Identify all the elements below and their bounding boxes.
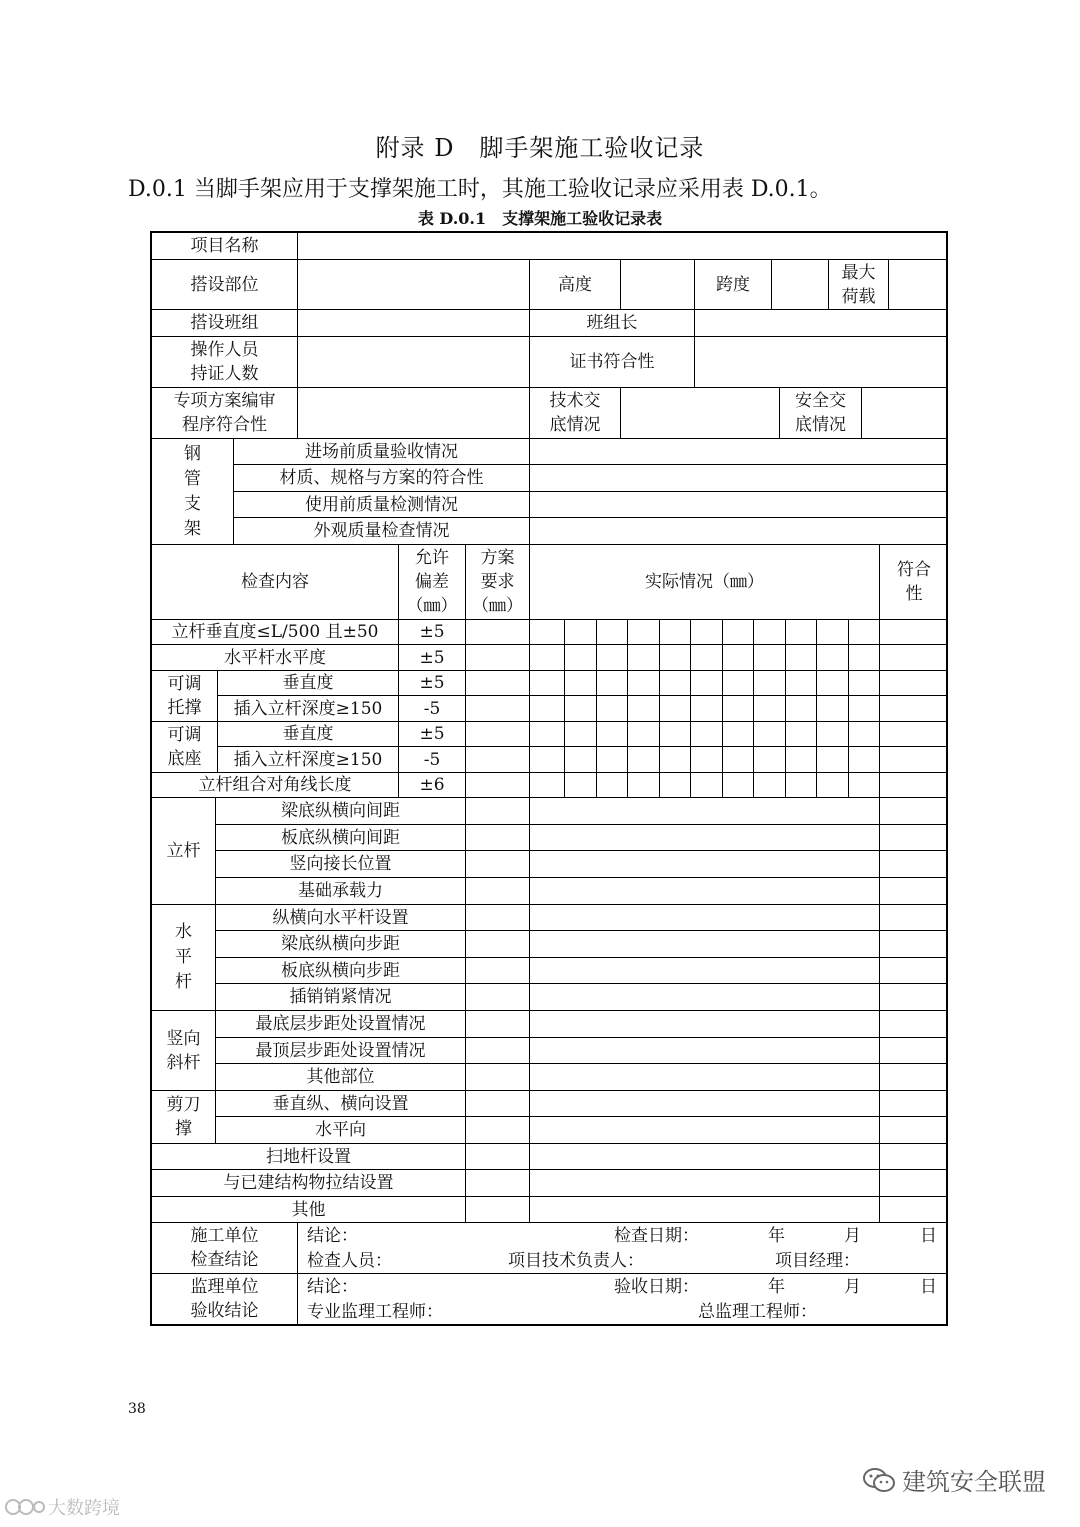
steel-pipe-item: 材质、规格与方案的符合性 bbox=[234, 465, 530, 492]
actual-value-cell[interactable] bbox=[786, 747, 817, 773]
construction-month: 月 bbox=[844, 1226, 861, 1246]
horizontal-bar-item: 插销销紧情况 bbox=[216, 984, 466, 1011]
diagonal-length-label: 立杆组合对角线长度 bbox=[152, 773, 399, 798]
scissor-brace-item: 水平向 bbox=[216, 1117, 466, 1144]
actual-value-cell[interactable] bbox=[628, 722, 660, 747]
actual-value-cell[interactable] bbox=[754, 696, 786, 722]
watermark-wechat bbox=[862, 1462, 1046, 1497]
supervision-day: 日 bbox=[920, 1277, 937, 1297]
conformity-cell[interactable] bbox=[880, 958, 948, 984]
project-name-value[interactable] bbox=[298, 233, 948, 260]
actual-value-cell[interactable] bbox=[565, 671, 597, 696]
plan-requirement-cell[interactable] bbox=[466, 1197, 530, 1223]
actual-value-cell[interactable] bbox=[628, 747, 660, 773]
actual-value-cell[interactable] bbox=[786, 722, 817, 747]
plan-requirement-cell[interactable] bbox=[466, 1011, 530, 1038]
diagonal-brace-group-label: 竖向 斜杆 bbox=[152, 1011, 216, 1091]
page-number: 38 bbox=[128, 1401, 146, 1417]
actual-value-cell[interactable] bbox=[786, 773, 817, 798]
pole-group-label: 立杆 bbox=[152, 798, 216, 905]
actual-condition-header: 实际情况（㎜） bbox=[530, 545, 880, 620]
actual-value-cell[interactable] bbox=[597, 620, 628, 645]
plan-requirement-header: 方案 要求 （㎜） bbox=[466, 545, 530, 620]
plan-requirement-cell[interactable] bbox=[466, 645, 530, 671]
actual-value-cell[interactable] bbox=[660, 747, 691, 773]
horizontal-bar-group-text: 水平杆 bbox=[175, 922, 192, 992]
actual-value-cell[interactable] bbox=[754, 773, 786, 798]
actual-condition-cell[interactable] bbox=[530, 1011, 880, 1038]
actual-value-cell[interactable] bbox=[849, 645, 880, 671]
actual-value-cell[interactable] bbox=[754, 747, 786, 773]
tolerance-value: ±6 bbox=[399, 773, 466, 798]
conformity-cell[interactable] bbox=[880, 798, 948, 825]
max-load-value[interactable] bbox=[889, 260, 948, 310]
project-name-label: 项目名称 bbox=[152, 233, 298, 260]
actual-condition-cell[interactable] bbox=[530, 825, 880, 851]
actual-condition-cell[interactable] bbox=[530, 931, 880, 958]
conformity-cell[interactable] bbox=[880, 671, 948, 696]
actual-value-cell[interactable] bbox=[530, 671, 565, 696]
supervision-month: 月 bbox=[844, 1277, 861, 1297]
horizontal-bar-item: 纵横向水平杆设置 bbox=[216, 905, 466, 931]
actual-value-cell[interactable] bbox=[723, 773, 754, 798]
actual-value-cell[interactable] bbox=[723, 696, 754, 722]
conformity-cell[interactable] bbox=[880, 1038, 948, 1064]
actual-value-cell[interactable] bbox=[530, 722, 565, 747]
steel-pipe-item-value[interactable] bbox=[530, 439, 948, 465]
certificate-value[interactable] bbox=[695, 337, 948, 388]
actual-value-cell[interactable] bbox=[691, 671, 723, 696]
actual-value-cell[interactable] bbox=[849, 747, 880, 773]
scissor-brace-group-label: 剪刀 撑 bbox=[152, 1091, 216, 1144]
tech-briefing-value[interactable] bbox=[621, 388, 780, 439]
conformity-cell[interactable] bbox=[880, 825, 948, 851]
vertical-pole-label: 立杆垂直度≤L/500 且±50 bbox=[152, 620, 399, 645]
actual-condition-cell[interactable] bbox=[530, 958, 880, 984]
actual-value-cell[interactable] bbox=[597, 696, 628, 722]
plan-requirement-cell[interactable] bbox=[466, 984, 530, 1011]
plan-requirement-cell[interactable] bbox=[466, 696, 530, 722]
tolerance-value: -5 bbox=[399, 747, 466, 773]
page-title: 附录 D 脚手架施工验收记录 bbox=[375, 134, 705, 162]
plan-requirement-cell[interactable] bbox=[466, 825, 530, 851]
conformity-cell[interactable] bbox=[880, 696, 948, 722]
actual-value-cell[interactable] bbox=[754, 671, 786, 696]
actual-value-cell[interactable] bbox=[817, 620, 849, 645]
supervision-year: 年 bbox=[768, 1277, 785, 1297]
actual-condition-cell[interactable] bbox=[530, 984, 880, 1011]
team-label: 搭设班组 bbox=[152, 310, 298, 337]
actual-condition-cell[interactable] bbox=[530, 1117, 880, 1144]
actual-value-cell[interactable] bbox=[691, 722, 723, 747]
plan-requirement-cell[interactable] bbox=[466, 931, 530, 958]
actual-value-cell[interactable] bbox=[723, 645, 754, 671]
supervision-conclusion-area[interactable] bbox=[298, 1274, 948, 1324]
tolerance-value: ±5 bbox=[399, 620, 466, 645]
supervision-conclusion-label: 监理单位 验收结论 bbox=[152, 1274, 298, 1324]
actual-value-cell[interactable] bbox=[817, 747, 849, 773]
conformity-cell[interactable] bbox=[880, 722, 948, 747]
steel-pipe-item-value[interactable] bbox=[530, 518, 948, 545]
table-caption: 表 D.0.1 支撑架施工验收记录表 bbox=[417, 209, 663, 228]
steel-pipe-item: 进场前质量验收情况 bbox=[234, 439, 530, 465]
actual-condition-cell[interactable] bbox=[530, 1038, 880, 1064]
actual-condition-cell[interactable] bbox=[530, 1144, 880, 1170]
construction-manager: 项目经理： bbox=[775, 1251, 860, 1271]
actual-value-cell[interactable] bbox=[723, 747, 754, 773]
supervision-chief: 总监理工程师： bbox=[698, 1302, 817, 1322]
max-load-label: 最大 荷载 bbox=[829, 260, 889, 310]
actual-condition-cell[interactable] bbox=[530, 1064, 880, 1091]
actual-value-cell[interactable] bbox=[565, 696, 597, 722]
actual-value-cell[interactable] bbox=[691, 747, 723, 773]
construction-inspector: 检查人员： bbox=[307, 1251, 392, 1271]
tolerance-value: ±5 bbox=[399, 722, 466, 747]
plan-requirement-cell[interactable] bbox=[466, 722, 530, 747]
height-value[interactable] bbox=[621, 260, 695, 310]
actual-value-cell[interactable] bbox=[849, 722, 880, 747]
conformity-cell[interactable] bbox=[880, 1011, 948, 1038]
actual-value-cell[interactable] bbox=[597, 722, 628, 747]
tolerance-value: ±5 bbox=[399, 671, 466, 696]
actual-condition-cell[interactable] bbox=[530, 1170, 880, 1197]
location-value[interactable] bbox=[298, 260, 530, 310]
actual-value-cell[interactable] bbox=[849, 620, 880, 645]
actual-value-cell[interactable] bbox=[691, 773, 723, 798]
actual-value-cell[interactable] bbox=[786, 620, 817, 645]
pole-item: 板底纵横向间距 bbox=[216, 825, 466, 851]
safety-briefing-label: 安全交 底情况 bbox=[780, 388, 862, 439]
actual-value-cell[interactable] bbox=[786, 645, 817, 671]
team-leader-label: 班组长 bbox=[530, 310, 695, 337]
top-support-insert-label: 插入立杆深度≥150 bbox=[218, 696, 399, 722]
actual-value-cell[interactable] bbox=[565, 747, 597, 773]
location-label: 搭设部位 bbox=[152, 260, 298, 310]
actual-value-cell[interactable] bbox=[660, 722, 691, 747]
horizontal-level-label: 水平杆水平度 bbox=[152, 645, 399, 671]
conformity-cell[interactable] bbox=[880, 747, 948, 773]
actual-value-cell[interactable] bbox=[530, 747, 565, 773]
actual-condition-cell[interactable] bbox=[530, 1197, 880, 1223]
conformity-cell[interactable] bbox=[880, 1170, 948, 1197]
plan-requirement-cell[interactable] bbox=[466, 798, 530, 825]
actual-value-cell[interactable] bbox=[754, 645, 786, 671]
actual-condition-cell[interactable] bbox=[530, 1091, 880, 1117]
plan-requirement-cell[interactable] bbox=[466, 620, 530, 645]
plan-requirement-cell[interactable] bbox=[466, 1091, 530, 1117]
pole-item: 基础承载力 bbox=[216, 878, 466, 905]
plan-requirement-cell[interactable] bbox=[466, 878, 530, 905]
diagonal-brace-item: 其他部位 bbox=[216, 1064, 466, 1091]
plan-requirement-cell[interactable] bbox=[466, 1064, 530, 1091]
supervision-date-label: 验收日期： bbox=[614, 1277, 699, 1297]
actual-value-cell[interactable] bbox=[849, 696, 880, 722]
actual-value-cell[interactable] bbox=[817, 671, 849, 696]
conformity-cell[interactable] bbox=[880, 773, 948, 798]
actual-value-cell[interactable] bbox=[565, 645, 597, 671]
diagonal-brace-item: 最顶层步距处设置情况 bbox=[216, 1038, 466, 1064]
horizontal-bar-item: 梁底纵横向步距 bbox=[216, 931, 466, 958]
actual-condition-cell[interactable] bbox=[530, 851, 880, 878]
actual-value-cell[interactable] bbox=[723, 671, 754, 696]
tech-briefing-label: 技术交 底情况 bbox=[530, 388, 621, 439]
actual-value-cell[interactable] bbox=[817, 773, 849, 798]
actual-value-cell[interactable] bbox=[628, 696, 660, 722]
actual-value-cell[interactable] bbox=[660, 773, 691, 798]
steel-pipe-group-label bbox=[152, 439, 234, 545]
actual-value-cell[interactable] bbox=[660, 696, 691, 722]
watermark-logo-text: 大数跨境 bbox=[48, 1498, 120, 1519]
height-label: 高度 bbox=[530, 260, 621, 310]
actual-value-cell[interactable] bbox=[754, 620, 786, 645]
actual-value-cell[interactable] bbox=[817, 645, 849, 671]
tolerance-value: ±5 bbox=[399, 645, 466, 671]
conformity-cell[interactable] bbox=[880, 1144, 948, 1170]
conformity-cell[interactable] bbox=[880, 1117, 948, 1144]
actual-value-cell[interactable] bbox=[660, 671, 691, 696]
actual-value-cell[interactable] bbox=[628, 671, 660, 696]
conformity-cell[interactable] bbox=[880, 1064, 948, 1091]
actual-value-cell[interactable] bbox=[849, 671, 880, 696]
actual-value-cell[interactable] bbox=[597, 671, 628, 696]
actual-value-cell[interactable] bbox=[660, 620, 691, 645]
operators-value[interactable] bbox=[298, 337, 530, 388]
certificate-label: 证书符合性 bbox=[530, 337, 695, 388]
conformity-cell[interactable] bbox=[880, 984, 948, 1011]
actual-condition-cell[interactable] bbox=[530, 878, 880, 905]
plan-requirement-cell[interactable] bbox=[466, 851, 530, 878]
span-value[interactable] bbox=[772, 260, 829, 310]
plan-review-value[interactable] bbox=[298, 388, 530, 439]
supervision-conclusion-text: 结论： bbox=[307, 1277, 358, 1297]
actual-value-cell[interactable] bbox=[691, 696, 723, 722]
construction-tech-lead: 项目技术负责人： bbox=[508, 1251, 644, 1271]
actual-value-cell[interactable] bbox=[660, 645, 691, 671]
horizontal-bar-item: 板底纵横向步距 bbox=[216, 958, 466, 984]
actual-value-cell[interactable] bbox=[628, 773, 660, 798]
conformity-cell[interactable] bbox=[880, 1091, 948, 1117]
steel-pipe-item: 外观质量检查情况 bbox=[234, 518, 530, 545]
other-item: 扫地杆设置 bbox=[152, 1144, 466, 1170]
wechat-icon bbox=[862, 1466, 896, 1494]
plan-requirement-cell[interactable] bbox=[466, 773, 530, 798]
tolerance-value: -5 bbox=[399, 696, 466, 722]
actual-value-cell[interactable] bbox=[723, 722, 754, 747]
actual-value-cell[interactable] bbox=[530, 645, 565, 671]
conformity-cell[interactable] bbox=[880, 905, 948, 931]
actual-value-cell[interactable] bbox=[817, 722, 849, 747]
steel-pipe-item-value[interactable] bbox=[530, 492, 948, 518]
construction-day: 日 bbox=[920, 1226, 937, 1246]
actual-value-cell[interactable] bbox=[786, 696, 817, 722]
logo-icon bbox=[4, 1496, 46, 1518]
inspection-record-table bbox=[150, 231, 948, 1326]
steel-pipe-item-value[interactable] bbox=[530, 465, 948, 492]
plan-requirement-cell[interactable] bbox=[466, 905, 530, 931]
actual-value-cell[interactable] bbox=[628, 620, 660, 645]
conformity-cell[interactable] bbox=[880, 878, 948, 905]
actual-value-cell[interactable] bbox=[597, 747, 628, 773]
scissor-brace-item: 垂直纵、横向设置 bbox=[216, 1091, 466, 1117]
other-item: 其他 bbox=[152, 1197, 466, 1223]
conformity-cell[interactable] bbox=[880, 931, 948, 958]
conformity-cell[interactable] bbox=[880, 851, 948, 878]
construction-date-label: 检查日期： bbox=[614, 1226, 699, 1246]
actual-value-cell[interactable] bbox=[530, 620, 565, 645]
actual-value-cell[interactable] bbox=[754, 722, 786, 747]
construction-year: 年 bbox=[768, 1226, 785, 1246]
actual-value-cell[interactable] bbox=[691, 645, 723, 671]
plan-requirement-cell[interactable] bbox=[466, 671, 530, 696]
actual-value-cell[interactable] bbox=[691, 620, 723, 645]
plan-requirement-cell[interactable] bbox=[466, 1144, 530, 1170]
plan-requirement-cell[interactable] bbox=[466, 1170, 530, 1197]
actual-value-cell[interactable] bbox=[597, 773, 628, 798]
conformity-cell[interactable] bbox=[880, 1197, 948, 1223]
steel-pipe-group-text: 钢管支架 bbox=[184, 443, 201, 539]
plan-requirement-cell[interactable] bbox=[466, 1117, 530, 1144]
pole-item: 竖向接长位置 bbox=[216, 851, 466, 878]
conformity-cell[interactable] bbox=[880, 645, 948, 671]
actual-condition-cell[interactable] bbox=[530, 798, 880, 825]
base-support-insert-label: 插入立杆深度≥150 bbox=[218, 747, 399, 773]
base-support-group-label: 可调 底座 bbox=[152, 722, 218, 773]
diagonal-brace-item: 最底层步距处设置情况 bbox=[216, 1011, 466, 1038]
other-item: 与已建结构物拉结设置 bbox=[152, 1170, 466, 1197]
clause-text: D.0.1 当脚手架应用于支撑架施工时，其施工验收记录应采用表 D.0.1。 bbox=[128, 177, 832, 202]
horizontal-bar-group-label bbox=[152, 905, 216, 1011]
actual-value-cell[interactable] bbox=[530, 696, 565, 722]
steel-pipe-item: 使用前质量检测情况 bbox=[234, 492, 530, 518]
actual-value-cell[interactable] bbox=[565, 620, 597, 645]
top-support-perp-label: 垂直度 bbox=[218, 671, 399, 696]
conformity-header: 符合 性 bbox=[880, 545, 948, 620]
tolerance-header: 允许 偏差 （㎜） bbox=[399, 545, 466, 620]
plan-requirement-cell[interactable] bbox=[466, 1038, 530, 1064]
operators-label: 操作人员 持证人数 bbox=[152, 337, 298, 388]
team-leader-value[interactable] bbox=[695, 310, 948, 337]
team-value[interactable] bbox=[298, 310, 530, 337]
plan-requirement-cell[interactable] bbox=[466, 747, 530, 773]
top-support-group-label: 可调 托撑 bbox=[152, 671, 218, 722]
safety-briefing-value[interactable] bbox=[862, 388, 948, 439]
actual-value-cell[interactable] bbox=[786, 671, 817, 696]
watermark-logo bbox=[4, 1494, 120, 1520]
pole-item: 梁底纵横向间距 bbox=[216, 798, 466, 825]
actual-value-cell[interactable] bbox=[565, 773, 597, 798]
actual-condition-cell[interactable] bbox=[530, 905, 880, 931]
actual-value-cell[interactable] bbox=[565, 722, 597, 747]
plan-review-label: 专项方案编审 程序符合性 bbox=[152, 388, 298, 439]
construction-conclusion-label: 施工单位 检查结论 bbox=[152, 1223, 298, 1274]
actual-value-cell[interactable] bbox=[597, 645, 628, 671]
conformity-cell[interactable] bbox=[880, 620, 948, 645]
watermark-wechat-text: 建筑安全联盟 bbox=[902, 1468, 1046, 1496]
base-support-perp-label: 垂直度 bbox=[218, 722, 399, 747]
span-label: 跨度 bbox=[695, 260, 772, 310]
inspection-content-header: 检查内容 bbox=[152, 545, 399, 620]
supervision-engineer: 专业监理工程师： bbox=[307, 1302, 443, 1322]
construction-conclusion-area[interactable] bbox=[298, 1223, 948, 1274]
actual-value-cell[interactable] bbox=[849, 773, 880, 798]
actual-value-cell[interactable] bbox=[817, 696, 849, 722]
construction-conclusion-text: 结论： bbox=[307, 1226, 358, 1246]
actual-value-cell[interactable] bbox=[723, 620, 754, 645]
actual-value-cell[interactable] bbox=[628, 645, 660, 671]
plan-requirement-cell[interactable] bbox=[466, 958, 530, 984]
actual-value-cell[interactable] bbox=[530, 773, 565, 798]
